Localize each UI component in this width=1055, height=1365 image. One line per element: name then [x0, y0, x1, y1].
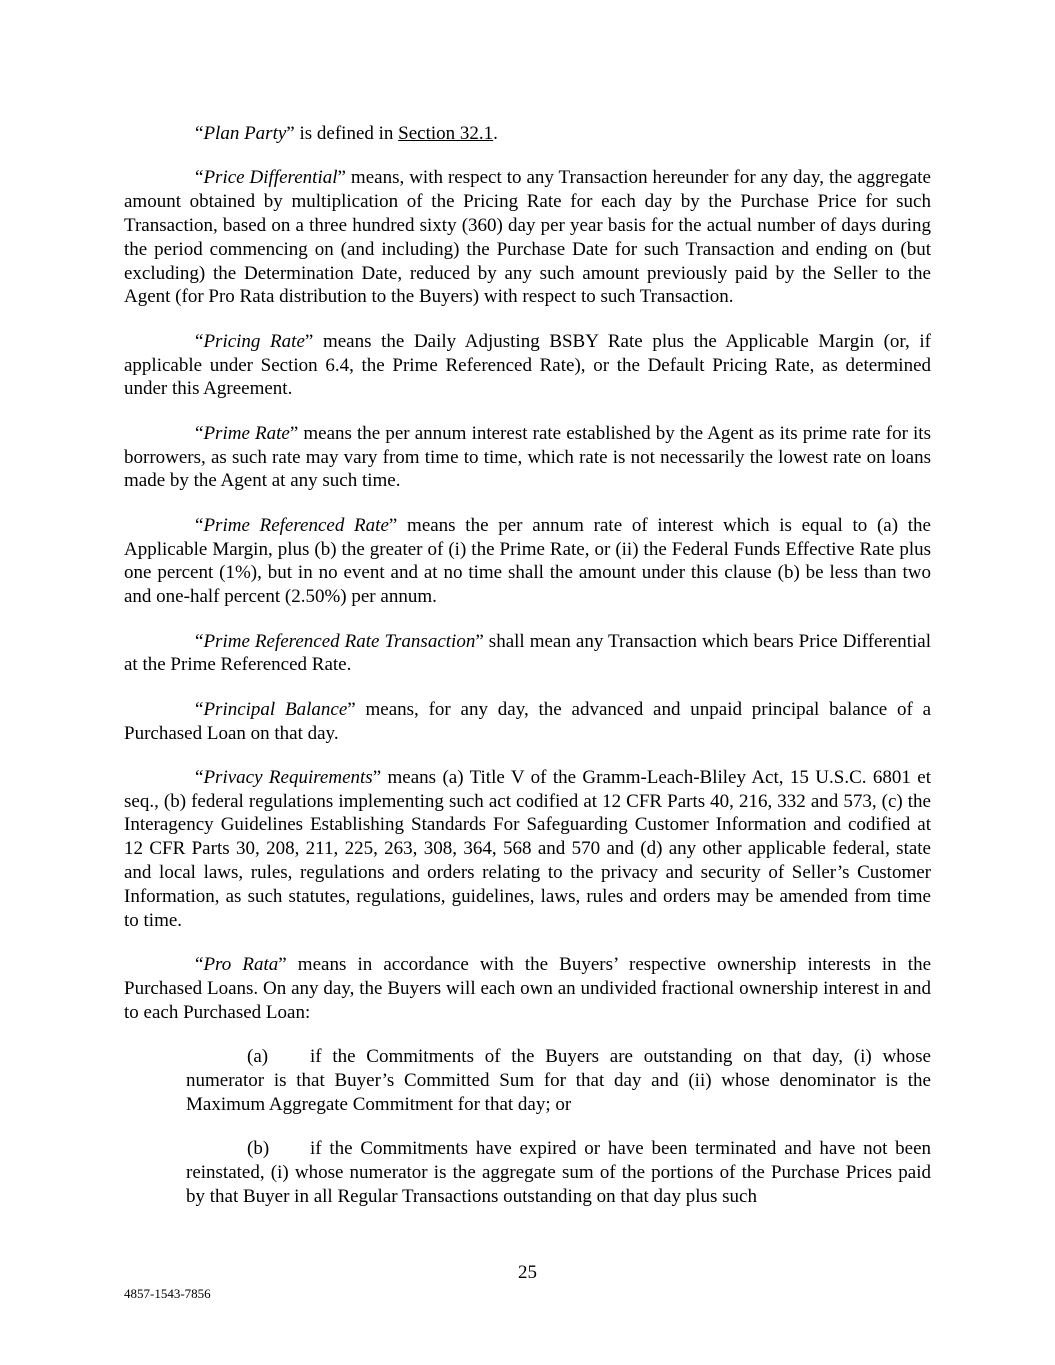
sub-item-label: (b): [247, 1138, 270, 1160]
defined-term: Prime Referenced Rate Transaction: [203, 630, 476, 652]
defined-term: Plan Party: [203, 123, 287, 144]
definition-prime-referenced-rate: “Prime Referenced Rate” means the per annum rate of interest which is equal to (a) the Applicable Margin, plus (b) the greater of (i) the Prime Rate, or (ii) the Federal Funds Effective Rate plus one percent (1%), but in no event and at no time shall the amount under this clause (b) be less than two and one-half percent (2.50%) per annum.: [124, 514, 931, 608]
page-number: 25: [518, 1262, 537, 1283]
sub-item-text: if the Commitments have expired or have been terminated and have not been reinstated, (i) whose numerator is the aggregate sum of the portions of the Purchase Prices paid by that Buyer in all Regular Transactions outstanding on that day plus such: [186, 1138, 931, 1207]
definition-privacy-requirements: “Privacy Requirements” means (a) Title V of the Gramm-Leach-Bliley Act, 15 U.S.C. 6801 et seq., (b) federal regulations implementing such act codified at 12 CFR Parts 40, 216, 332 and 573, (c) the Interagency Guidelines Establishing Standards For Safeguarding Customer Information and codified at 12 CFR Parts 30, 208, 211, 225, 263, 308, 364, 568 and 570 and (d) any other applicable federal, state and local laws, rules, regulations and orders relating to the privacy and security of Seller’s Customer Information, as such statutes, regulations, guidelines, laws, rules and orders may be amended from time to time.: [124, 766, 931, 931]
document-id: 4857-1543-7856: [124, 1286, 211, 1301]
definition-pricing-rate: “Pricing Rate” means the Daily Adjusting BSBY Rate plus the Applicable Margin (or, if applicable under Section 6.4, the Prime Referenced Rate), or the Default Pricing Rate, as determined under this Agreement.: [124, 330, 931, 400]
definition-principal-balance: “Principal Balance” means, for any day, the advanced and unpaid principal balance of a Purchased Loan on that day.: [124, 698, 931, 744]
definition-prime-referenced-rate-transaction: “Prime Referenced Rate Transaction” shall mean any Transaction which bears Price Differential at the Prime Referenced Rate.: [124, 630, 931, 676]
defined-term: Prime Referenced Rate: [203, 514, 389, 536]
defined-term: Privacy Requirements: [203, 766, 373, 788]
definition-plan-party: “Plan Party” is defined in Section 32.1.: [195, 123, 498, 144]
sub-item-label: (a): [247, 1046, 269, 1068]
document-body: [124, 122, 931, 1229]
defined-term: Pricing Rate: [203, 330, 305, 352]
section-reference: Section 32.1: [398, 123, 494, 144]
sub-item-a: [186, 1045, 931, 1116]
sub-item-b: [186, 1137, 931, 1208]
defined-term: Pro Rata: [203, 954, 279, 976]
definition-price-differential: “Price Differential” means, with respect to any Transaction hereunder for any day, the aggregate amount obtained by multiplication of the Pricing Rate for each day by the Purchase Price for such Transaction, based on a three hundred sixty (360) day per year basis for the actual number of days during the period commencing on (and including) the Purchase Date for such Transaction and ending on (but excluding) the Determination Date, reduced by any such amount previously paid by the Seller to the Agent (for Pro Rata distribution to the Buyers) with respect to such Transaction.: [124, 167, 931, 308]
sub-item-text: if the Commitments of the Buyers are outstanding on that day, (i) whose numerator is that Buyer’s Committed Sum for that day and (ii) whose denominator is the Maximum Aggregate Commitment for that day; or: [186, 1046, 931, 1115]
definition-prime-rate: “Prime Rate” means the per annum interest rate established by the Agent as its prime rate for its borrowers, as such rate may vary from time to time, which rate is not necessarily the lowest rate on loans made by the Agent at any such time.: [124, 422, 931, 492]
defined-term: Prime Rate: [203, 422, 290, 444]
defined-term: Principal Balance: [203, 698, 348, 720]
definition-pro-rata: “Pro Rata” means in accordance with the Buyers’ respective ownership interests in the Purchased Loans. On any day, the Buyers will each own an undivided fractional ownership interest in and to each Purchased Loan:: [124, 954, 932, 1023]
defined-term: Price Differential: [203, 167, 338, 189]
